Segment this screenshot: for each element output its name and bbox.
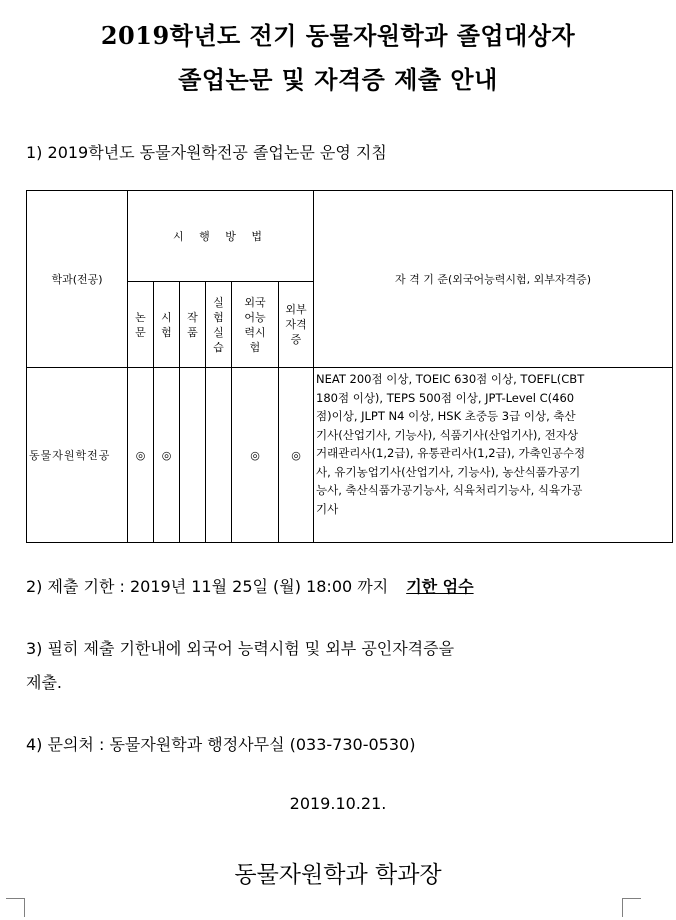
mark-thesis: ◎ [128,368,154,543]
mark-work [180,368,206,543]
criteria-line: 기사 [316,501,339,516]
document-title-line-1: 2019학년도 전기 동물자원학과 졸업대상자 [100,21,576,50]
subheader-external-cert: 외부자격증 [279,282,314,368]
subheader-language-test: 외국어능력시험 [232,282,279,368]
contact-line: 4) 문의처 : 동물자원학과 행정사무실 (033-730-0530) [26,735,416,754]
header-method: 시 행 방 법 [128,191,314,282]
criteria-line: 점)이상, JLPT N4 이상, HSK 초중등 3급 이상, 축산 [316,409,576,423]
section-1-heading: 1) 2019학년도 동물자원학전공 졸업논문 운영 지침 [26,143,387,162]
criteria-line: 180점 이상), TEPS 500점 이상, JPT-Level C(460 [316,390,575,405]
criteria-line: 능사, 축산식품가공기능사, 식육처리기능사, 식육가공 [316,483,583,497]
deadline-text: 2) 제출 기한 : 2019년 11월 25일 (월) 18:00 까지 [26,577,389,596]
subheader-lab: 실험실습 [206,282,232,368]
requirement-line-1: 3) 필히 제출 기한내에 외국어 능력시험 및 외부 공인자격증을 [26,639,455,658]
deadline-strict: 기한 엄수 [406,577,474,596]
document-date: 2019.10.21. [289,794,387,813]
mark-lab [206,368,232,543]
signature: 동물자원학과 학과장 [234,862,442,888]
page-corner-mark-left [6,898,25,917]
deadline-line [26,574,474,597]
criteria-line: 거래관리사(1,2급), 유통관리사(1,2급), 가축인공수정 [316,446,586,460]
criteria-line: 기사(산업기사, 기능사), 식품기사(산업기사), 전자상 [316,427,579,442]
criteria-line: NEAT 200점 이상, TOEIC 630점 이상, TOEFL(CBT [316,372,585,386]
subheader-work: 작품 [180,282,206,368]
subheader-thesis: 논문 [128,282,154,368]
header-dept: 학과(전공) [27,191,128,368]
criteria-line: 사, 유기농업기사(산업기사, 기능사), 농산식품가공기 [316,464,581,479]
header-criteria: 자 격 기 준(외국어능력시험, 외부자격증) [314,191,673,368]
guideline-table [26,190,673,543]
document-title-line-2: 졸업논문 및 자격증 제출 안내 [178,65,498,94]
page-corner-mark-right [622,898,641,917]
criteria-cell [314,368,673,543]
row-dept: 동물자원학전공 [27,368,128,543]
requirement-line-2: 제출. [26,673,62,692]
mark-language-test: ◎ [232,368,279,543]
mark-exam: ◎ [154,368,180,543]
mark-external-cert: ◎ [279,368,314,543]
subheader-exam: 시험 [154,282,180,368]
